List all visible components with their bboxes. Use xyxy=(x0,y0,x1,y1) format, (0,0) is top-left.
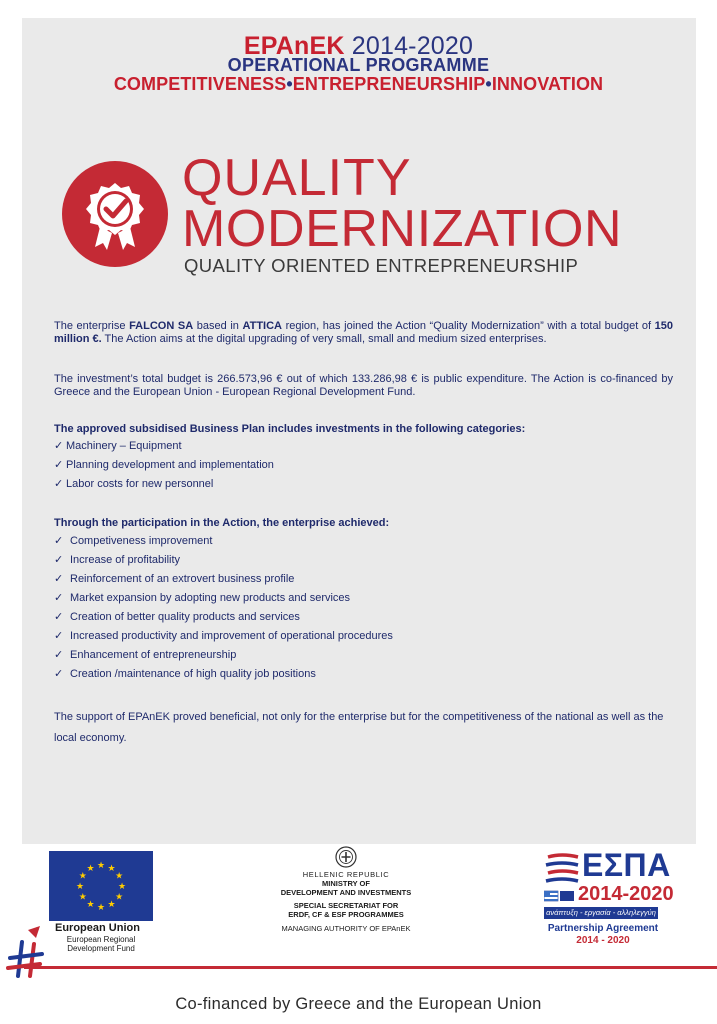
check-icon: ✓ xyxy=(54,592,64,604)
check-icon: ✓ xyxy=(54,573,64,585)
divider-line xyxy=(24,966,717,969)
check-icon: ✓ xyxy=(54,478,64,490)
cofinanced-footer: Co-financed by Greece and the European Union xyxy=(175,995,542,1013)
conclusion-paragraph: The support of EPAnEK proved beneficial, not only for the enterprise but for the competitiveness of the national as well as the local economy. xyxy=(54,711,664,744)
achieved-list xyxy=(54,532,673,684)
list-item-label: Competiveness improvement xyxy=(70,535,213,547)
list-item xyxy=(54,570,673,589)
eu-star-icon: ★ xyxy=(107,862,116,873)
eu-subtitle xyxy=(62,935,140,953)
region-name: ATTICA xyxy=(242,320,282,332)
list-item xyxy=(54,551,673,570)
espa-stripes-icon xyxy=(544,853,580,883)
check-icon: ✓ xyxy=(54,459,64,471)
check-icon: ✓ xyxy=(54,535,64,547)
check-icon: ✓ xyxy=(54,649,64,661)
tagline-word: INNOVATION xyxy=(491,74,604,94)
plan-list xyxy=(54,437,673,494)
intro-text: based in xyxy=(193,320,243,332)
eu-flag-icon xyxy=(49,851,153,921)
list-item-label: Labor costs for new personnel xyxy=(66,478,214,490)
eu-subtitle-line: European Regional xyxy=(66,935,136,944)
check-icon: ✓ xyxy=(54,611,64,623)
list-item-label: Creation of better quality products and services xyxy=(70,611,300,623)
list-item xyxy=(54,456,673,475)
tagline-word: ENTREPRENEURSHIP xyxy=(292,74,486,94)
ministry-line: MANAGING AUTHORITY OF EPAnEK xyxy=(281,924,411,933)
programme-tagline xyxy=(0,75,717,93)
list-item xyxy=(54,589,673,608)
eu-star-icon: ★ xyxy=(96,902,106,912)
eu-star-icon: ★ xyxy=(78,891,87,902)
partnership-agreement: Partnership Agreement xyxy=(547,923,659,934)
plan-heading: The approved subsidised Business Plan includes investments in the following categories: xyxy=(54,423,526,435)
quality-badge-check-icon xyxy=(62,161,168,267)
eu-star-icon: ★ xyxy=(96,860,106,870)
eu-star-icon: ★ xyxy=(115,891,124,902)
eu-star-icon: ★ xyxy=(86,899,95,910)
list-item-label: Market expansion by adopting new products and services xyxy=(70,592,351,604)
list-item xyxy=(54,627,673,646)
list-item xyxy=(54,665,673,684)
tagline-word: COMPETITIVENESS xyxy=(113,74,287,94)
title-line-2: MODERNIZATION xyxy=(182,200,623,258)
hellenic-crest-icon xyxy=(335,845,357,869)
eu-star-icon: ★ xyxy=(86,862,95,873)
list-item xyxy=(54,437,673,456)
ministry-line: MINISTRY OF xyxy=(322,879,370,888)
budget-amount: 150 million €. xyxy=(54,320,673,346)
espa-wordmark: ΕΣΠΑ xyxy=(582,847,671,883)
check-icon: ✓ xyxy=(54,630,64,642)
brand-years: 2014-2020 xyxy=(351,32,474,60)
eu-star-icon: ★ xyxy=(78,870,87,881)
brand-name: EPAnEK xyxy=(243,32,345,60)
list-item-label: Planning development and implementation xyxy=(66,459,274,471)
espa-years: 2014-2020 xyxy=(578,883,674,905)
check-icon: ✓ xyxy=(54,668,64,680)
list-item-label: Increased productivity and improvement of operational procedures xyxy=(70,630,393,642)
intro-text: The enterprise xyxy=(54,320,130,332)
intro-text: The Action aims at the digital upgrading of very small, small and medium sized enterprises. xyxy=(101,333,547,346)
eu-star-icon: ★ xyxy=(107,899,116,910)
list-item-label: Machinery – Equipment xyxy=(66,440,182,452)
intro-paragraph xyxy=(54,320,673,347)
eu-star-icon: ★ xyxy=(115,870,124,881)
intro-text: region, has joined the Action “Quality Modernization” with a total budget of xyxy=(281,320,655,332)
greek-eu-flags-icon xyxy=(544,889,574,903)
programme-label: OPERATIONAL PROGRAMME xyxy=(227,55,490,75)
partnership-years: 2014 - 2020 xyxy=(576,935,630,946)
eu-title: European Union xyxy=(55,922,140,934)
list-item xyxy=(54,475,673,494)
tagline-separator: • xyxy=(485,74,492,94)
ministry-line: SPECIAL SECRETARIAT FOR xyxy=(293,901,399,910)
eu-subtitle-line: Development Fund xyxy=(67,944,135,953)
list-item xyxy=(54,608,673,627)
title-subtitle: QUALITY ORIENTED ENTREPRENEURSHIP xyxy=(184,255,579,276)
title-line-1: QUALITY xyxy=(182,149,412,207)
achieved-heading: Through the participation in the Action, the enterprise achieved: xyxy=(54,517,390,529)
check-icon: ✓ xyxy=(54,554,64,566)
ministry-line: DEVELOPMENT AND INVESTMENTS xyxy=(280,888,412,897)
eu-star-icon: ★ xyxy=(117,881,127,891)
list-item xyxy=(54,532,673,551)
ministry-line: ERDF, CF & ESF PROGRAMMES xyxy=(288,910,404,919)
ministry-line: HELLENIC REPUBLIC xyxy=(302,870,390,879)
list-item-label: Creation /maintenance of high quality job positions xyxy=(70,668,316,680)
tagline-separator: • xyxy=(286,74,293,94)
eu-star-icon: ★ xyxy=(75,881,85,891)
list-item-label: Enhancement of entrepreneurship xyxy=(70,649,237,661)
company-name: FALCON SA xyxy=(129,320,194,332)
check-icon: ✓ xyxy=(54,440,64,452)
hashtag-arrow-icon xyxy=(4,920,50,980)
budget-paragraph: The investment’s total budget is 266.573,96 € out of which 133.286,98 € is public expenditure. The Action is co-financed by Greece and the European Union - European Regional Development Fund. xyxy=(54,373,673,399)
list-item xyxy=(54,646,673,665)
list-item-label: Reinforcement of an extrovert business profile xyxy=(70,573,295,585)
espa-motto: ανάπτυξη - εργασία - αλληλεγγύη xyxy=(544,907,658,919)
list-item-label: Increase of profitability xyxy=(70,554,181,566)
